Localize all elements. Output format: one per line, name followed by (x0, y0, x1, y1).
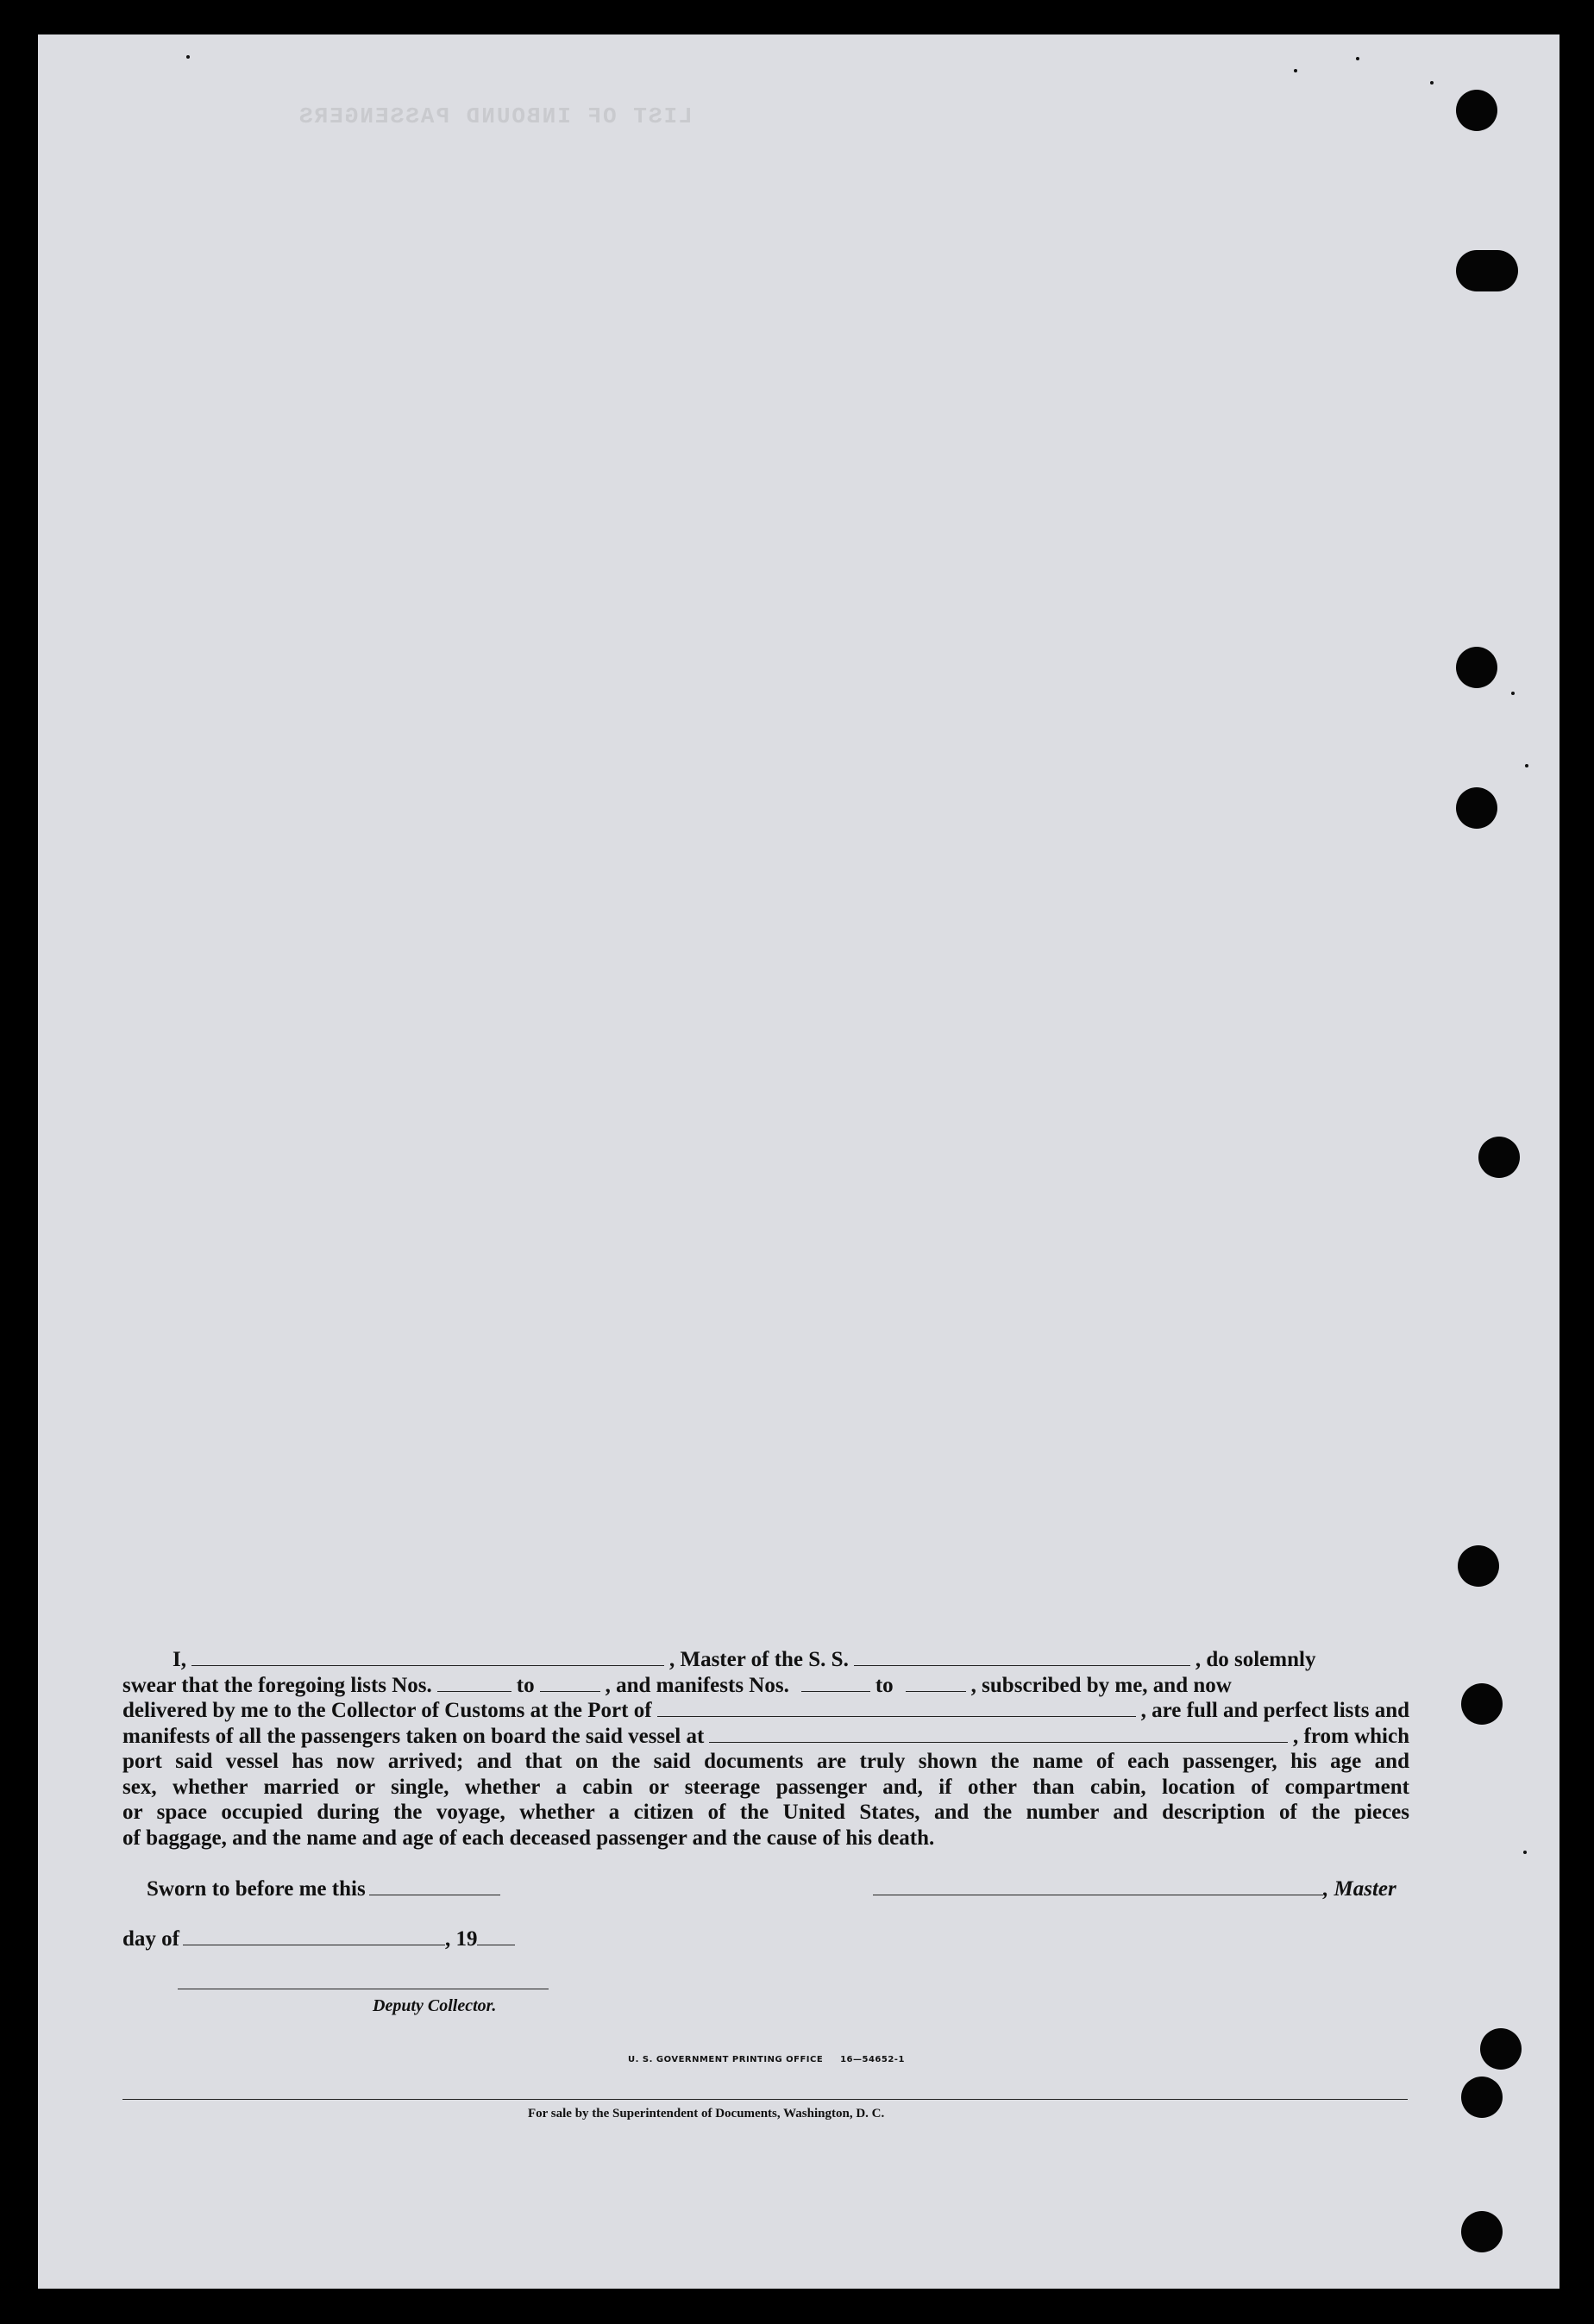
speck (1523, 1851, 1527, 1854)
deputy-label-text: Deputy Collector. (373, 1996, 497, 2015)
manifest-from-blank[interactable] (801, 1676, 870, 1692)
oath-text: , from which (1293, 1724, 1409, 1748)
port-of-arrival-blank[interactable] (657, 1701, 1136, 1717)
oath-text: to (516, 1673, 535, 1697)
speck (1294, 69, 1297, 72)
master-label: , Master (1323, 1877, 1396, 1901)
sworn-day-blank[interactable] (369, 1879, 500, 1895)
binder-hole-9 (1461, 2077, 1503, 2118)
oath-text: swear that the foregoing lists Nos. (122, 1673, 432, 1697)
binder-hole-10 (1461, 2211, 1503, 2252)
oath-text: to (875, 1673, 894, 1697)
oath-line-1 (122, 1647, 1409, 1673)
month-blank[interactable] (183, 1929, 445, 1945)
master-signature-line (869, 1877, 1396, 1901)
year-blank[interactable] (477, 1929, 515, 1945)
binder-hole-6 (1458, 1545, 1499, 1587)
bleedthrough-header: LIST OF INBOUND PASSENGERS (298, 103, 693, 129)
speck (1356, 57, 1359, 60)
oath-paragraph (122, 1647, 1409, 1851)
list-to-blank[interactable] (540, 1676, 600, 1692)
speck (1511, 692, 1515, 695)
printing-office-note: U. S. GOVERNMENT PRINTING OFFICE 16—54652-1 (628, 2055, 905, 2064)
oath-line-8: of baggage, and the name and age of each deceased passenger and the cause of his death. (122, 1826, 935, 1850)
binder-hole-2 (1456, 250, 1518, 291)
list-from-blank[interactable] (437, 1676, 511, 1692)
oath-text: delivered by me to the Collector of Customs at the Port of (122, 1699, 652, 1722)
oath-text: manifests of all the passengers taken on board the said vessel at (122, 1724, 705, 1748)
manifest-to-blank[interactable] (906, 1676, 966, 1692)
speck (1430, 81, 1434, 85)
binder-hole-7 (1461, 1683, 1503, 1725)
footer-divider (122, 2099, 1408, 2100)
oath-text: , subscribed by me, and now (970, 1673, 1232, 1697)
binder-hole-4 (1456, 787, 1497, 829)
oath-text: I, (173, 1648, 186, 1671)
oath-line-5: port said vessel has now arrived; and that on the said documents are truly shown the name of each passenger, his age and (122, 1750, 1409, 1773)
for-sale-note: For sale by the Superintendent of Documents, Washington, D. C. (528, 2107, 885, 2120)
speck (186, 55, 190, 59)
binder-hole-1 (1456, 90, 1497, 131)
oath-line-2 (122, 1673, 1409, 1699)
day-of-label: day of (122, 1927, 179, 1951)
speck (1525, 764, 1528, 767)
captain-name-blank[interactable] (191, 1650, 664, 1666)
oath-text: , do solemnly (1195, 1648, 1316, 1671)
sworn-label: Sworn to before me this (147, 1877, 366, 1901)
binder-hole-3 (1456, 647, 1497, 688)
oath-line-6: sex, whether married or single, whether a cabin or steerage passenger and, if other than cabin, location of compartment (122, 1775, 1409, 1799)
binder-hole-8 (1480, 2028, 1522, 2070)
oath-line-4 (122, 1724, 1409, 1750)
binder-hole-5 (1478, 1137, 1520, 1178)
oath-line-3 (122, 1698, 1409, 1724)
ship-name-blank[interactable] (854, 1650, 1190, 1666)
day-of-line (122, 1927, 518, 1951)
oath-line-7: or space occupied during the voyage, whether a citizen of the United States, and the number and description of the pieces (122, 1801, 1409, 1824)
oath-text: , and manifests Nos. (605, 1673, 789, 1697)
year-prefix: , 19 (444, 1927, 478, 1951)
master-signature-blank[interactable] (873, 1879, 1323, 1895)
sworn-line (147, 1877, 504, 1901)
deputy-collector-label (373, 1996, 496, 2016)
port-of-departure-blank[interactable] (709, 1726, 1288, 1743)
oath-text: , Master of the S. S. (668, 1648, 849, 1671)
oath-text: , are full and perfect lists and (1140, 1699, 1409, 1722)
